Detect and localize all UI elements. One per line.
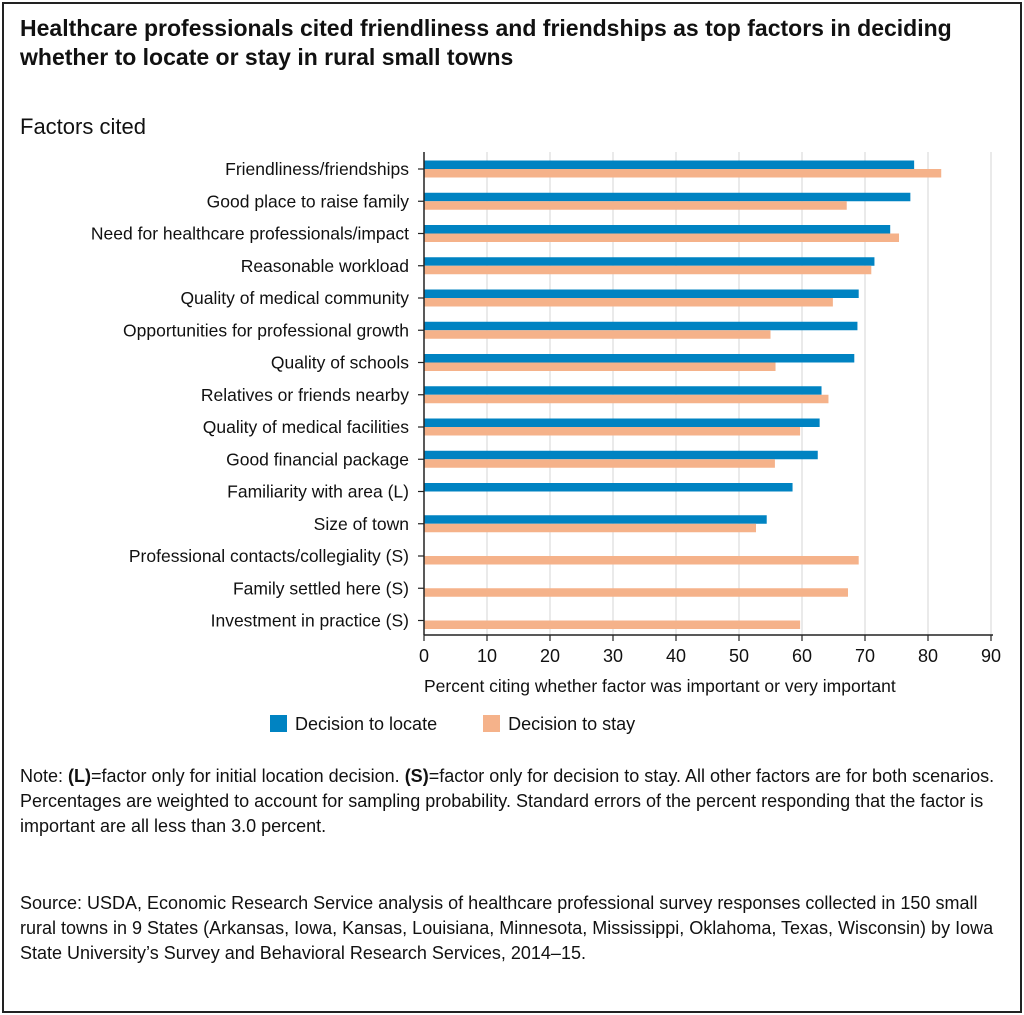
bar-stay — [424, 524, 756, 533]
bar-stay — [424, 363, 776, 372]
note-s-text: =factor only for decision to stay. All other factors are for both scenarios. Percentages are weighted to account for sampling probability. Standard errors of the percent responding that the factor is important are all less than 3.0 percent. — [20, 766, 995, 836]
legend-label: Decision to stay — [508, 714, 636, 734]
x-tick-label: 20 — [539, 646, 561, 666]
bar-locate — [424, 161, 914, 170]
legend-item-locate — [270, 714, 437, 735]
bar-stay — [424, 621, 800, 630]
category-label: Quality of schools — [270, 352, 409, 373]
bar-stay — [424, 298, 833, 307]
category-label: Need for healthcare professionals/impact — [90, 223, 409, 244]
category-label: Reasonable workload — [240, 255, 409, 276]
bar-stay — [424, 395, 828, 404]
bar-stay — [424, 330, 771, 339]
source: Source: USDA, Economic Research Service analysis of healthcare professional survey responses collected in 150 small rural towns in 9 States (Arkansas, Iowa, Kansas, Louisiana, Minnesota, Mississippi, Oklahoma, Texas, Wisconsin) by Iowa State University’s Survey and Behavioral Research Services, 2014–15. — [20, 893, 994, 963]
bar-stay — [424, 266, 871, 275]
note-l-text: =factor only for initial location decision. — [91, 766, 405, 786]
category-label: Family settled here (S) — [232, 578, 409, 599]
bar-locate — [424, 193, 910, 202]
y-axis-title: Factors cited — [20, 114, 146, 139]
legend — [270, 714, 635, 735]
bar-locate — [424, 225, 890, 234]
category-label: Professional contacts/collegiality (S) — [128, 546, 409, 566]
x-tick-label: 90 — [980, 646, 1002, 666]
bar-locate — [424, 354, 854, 363]
bar-stay — [424, 459, 775, 468]
category-label: Familiarity with area (L) — [227, 481, 409, 502]
x-tick-label: 70 — [854, 646, 876, 666]
bar-stay — [424, 169, 941, 178]
x-tick-label: 10 — [476, 646, 498, 666]
x-tick-label: 60 — [791, 646, 813, 666]
bar-locate — [424, 483, 793, 492]
bar-locate — [424, 257, 874, 266]
note-prefix: Note: — [20, 766, 69, 786]
bar-stay — [424, 556, 859, 565]
category-label: Good place to raise family — [206, 191, 409, 212]
category-label: Opportunities for professional growth — [123, 320, 409, 341]
x-tick-label: 80 — [917, 646, 939, 666]
legend-swatch-stay — [483, 715, 500, 732]
category-label: Friendliness/friendships — [225, 159, 409, 179]
x-tick-label: 40 — [665, 646, 687, 666]
bar-locate — [424, 515, 767, 524]
bar-stay — [424, 234, 899, 243]
note-l-code: (L) — [68, 766, 92, 786]
legend-swatch-locate — [270, 715, 287, 732]
category-label: Size of town — [313, 513, 409, 534]
x-tick-label: 30 — [602, 646, 624, 666]
chart-title: Healthcare professionals cited friendliness and friendships as top factors in deciding whether to locate or stay in rural small towns — [20, 15, 952, 70]
bar-stay — [424, 588, 848, 597]
bar-locate — [424, 290, 859, 299]
x-axis-title: Percent citing whether factor was important or very important — [424, 676, 896, 696]
bar-locate — [424, 322, 857, 331]
category-label: Quality of medical facilities — [202, 417, 409, 437]
bar-stay — [424, 427, 800, 436]
legend-label: Decision to locate — [295, 714, 438, 734]
x-tick-label: 0 — [418, 646, 430, 666]
note-s-code: (S) — [404, 766, 429, 786]
bar-locate — [424, 386, 822, 395]
note — [20, 764, 1010, 839]
category-label: Good financial package — [226, 449, 409, 470]
x-tick-label: 50 — [728, 646, 750, 666]
category-label: Quality of medical community — [180, 288, 409, 308]
legend-item-stay — [483, 714, 635, 735]
bar-locate — [424, 451, 818, 460]
bar-stay — [424, 201, 847, 210]
bar-locate — [424, 419, 820, 428]
category-label: Relatives or friends nearby — [200, 384, 409, 405]
category-label: Investment in practice (S) — [210, 610, 409, 631]
